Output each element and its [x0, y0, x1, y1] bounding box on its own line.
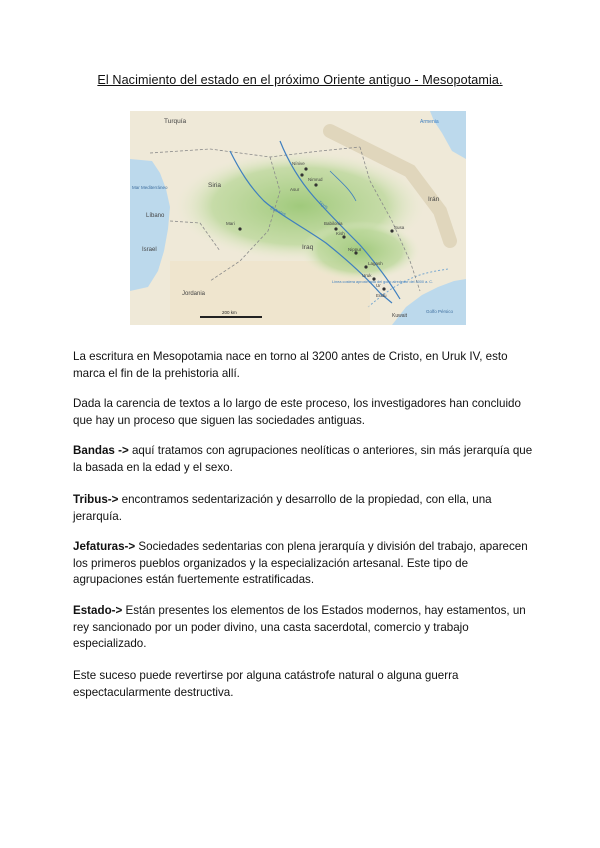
map-label-mari: Mari — [226, 221, 235, 226]
map-label-coast-note: Línea costera aproximada del golfo alrededor del 4000 a. C. — [332, 280, 434, 284]
map-label-nippur: Nippur — [348, 247, 362, 252]
page-title: El Nacimiento del estado en el próximo Oriente antiguo - Mesopotamia. — [97, 73, 503, 87]
map-label-mediterraneo: Mar Mediterráneo — [132, 185, 168, 190]
paragraph-conclusion: Este suceso puede revertirse por alguna catástrofe natural o alguna guerra espectacularmente destructiva. — [73, 669, 459, 699]
map-label-libano: Líbano — [146, 213, 165, 219]
map-label-turquia: Turquía — [164, 118, 187, 125]
map-label-babilonia: Babilonia — [324, 221, 343, 226]
map-label-ur: Ur — [376, 283, 381, 288]
map-label-eridu: Eridu — [376, 293, 387, 298]
map-scale-bar — [200, 316, 262, 318]
text-estado: Están presentes los elementos de los Estados modernos, hay estamentos, un rey sancionado por un poder divino, una casta sacerdotal, comercio y trabajo especializado. — [73, 604, 526, 650]
map-label-golfo: Golfo Pérsico — [426, 309, 454, 314]
map-label-susa: Susa — [394, 225, 405, 230]
map-svg — [130, 111, 466, 325]
map-label-kish: Kish — [336, 231, 345, 236]
label-tribus: Tribus-> — [73, 493, 119, 506]
map-label-irak: Iraq — [302, 244, 314, 251]
map-label-asur: Asur — [290, 187, 300, 192]
map-label-lagash: Lagash — [368, 261, 383, 266]
map-label-uruk: Uruk — [362, 273, 372, 278]
map-label-jordania: Jordania — [182, 291, 206, 297]
mesopotamia-map — [130, 111, 466, 325]
map-label-eufrates: Éufrates — [269, 205, 287, 217]
text-jefaturas: Sociedades sedentarias con plena jerarquía y división del trabajo, aparecen los primeros pueblos organizados y la especialización artesanal. Este tipo de agrupaciones están fuertemente estratificadas. — [73, 540, 528, 586]
paragraph-tribus — [73, 492, 533, 525]
map-label-armenia: Armenia — [420, 119, 439, 125]
text-tribus: encontramos sedentarización y desarrollo de la propiedad, con ella, una jerarquía. — [73, 493, 492, 523]
label-jefaturas: Jefaturas-> — [73, 540, 136, 553]
map-label-tigris: Tigris — [317, 199, 330, 211]
map-label-nivive: Nínive — [292, 161, 305, 166]
paragraph-jefaturas — [73, 539, 533, 589]
label-estado: Estado-> — [73, 604, 123, 617]
map-label-israel: Israel — [142, 247, 157, 253]
map-scale-label: 200 km — [222, 310, 237, 315]
map-label-nimrud: Nimrud — [308, 177, 323, 182]
label-bandas: Bandas -> — [73, 444, 129, 457]
paragraph-process: Dada la carencia de textos a lo largo de este proceso, los investigadores han concluido que hay un proceso que siguen las sociedades antiguas. — [73, 397, 521, 427]
paragraph-bandas — [73, 443, 533, 476]
paragraph-estado — [73, 603, 533, 653]
map-label-siria: Siria — [208, 182, 222, 189]
paragraph-intro: La escritura en Mesopotamia nace en torno al 3200 antes de Cristo, en Uruk IV, esto marca el fin de la prehistoria allí. — [73, 350, 508, 380]
map-label-kuwait: Kuwait — [392, 313, 408, 319]
map-label-iran: Irán — [428, 196, 440, 203]
text-bandas: aquí tratamos con agrupaciones neolíticas o anteriores, sin más jerarquía que la basada en la edad y el sexo. — [73, 444, 533, 474]
